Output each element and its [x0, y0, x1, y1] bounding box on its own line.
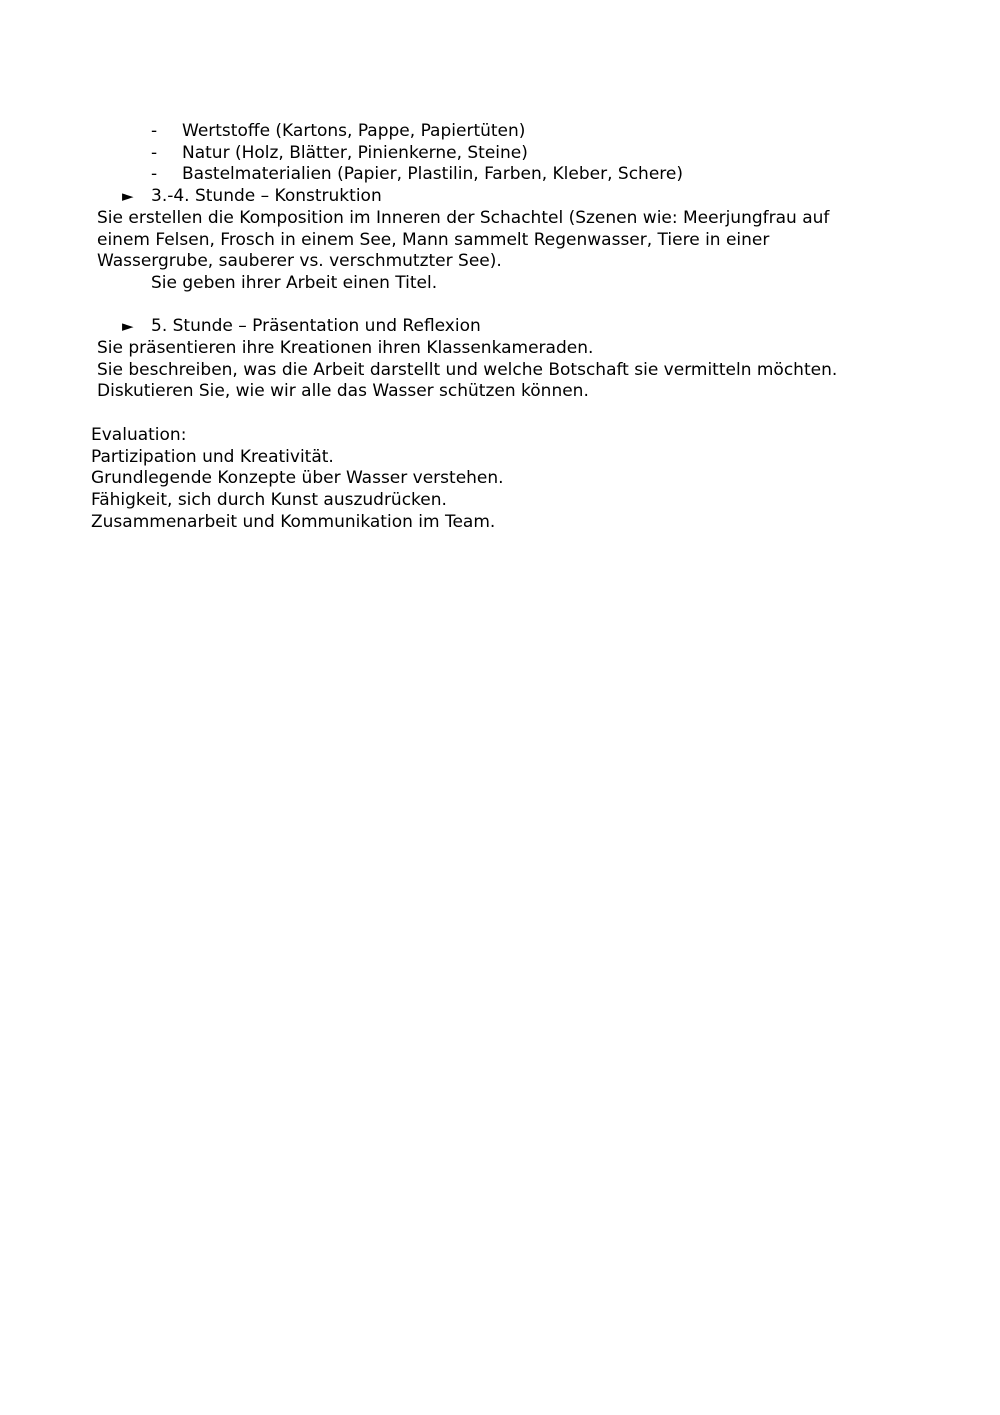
list-item-text: Natur (Holz, Blätter, Pinienkerne, Steine) — [182, 142, 528, 163]
construction-paragraph: Sie erstellen die Komposition im Inneren der Schachtel (Szenen wie: Meerjungfrau auf einem Felsen, Frosch in einem See, Mann sammelt Regenwasser, Tiere in einer Wassergrube, sauberer vs. verschmutzter See). — [97, 207, 830, 272]
presentation-line: Sie beschreiben, was die Arbeit darstellt und welche Botschaft sie vermitteln möchten. — [97, 359, 838, 380]
arrow-bullet-icon: ► — [122, 187, 134, 206]
list-item — [91, 164, 881, 186]
section-heading-text: 3.-4. Stunde – Konstruktion — [151, 186, 382, 207]
dash-bullet: - — [151, 142, 158, 163]
list-item — [91, 121, 881, 143]
dash-bullet: - — [151, 121, 158, 141]
evaluation-criterion: Partizipation und Kreativität. — [91, 446, 334, 467]
dash-bullet: - — [151, 164, 158, 185]
spacer — [91, 295, 881, 317]
evaluation-criterion: Grundlegende Konzepte über Wasser verstehen. — [91, 468, 504, 489]
section-heading-text: 5. Stunde – Präsentation und Reflexion — [151, 316, 481, 337]
construction-title-note: Sie geben ihrer Arbeit einen Titel. — [151, 272, 438, 293]
presentation-line: Sie präsentieren ihre Kreationen ihren Klassenkameraden. — [97, 338, 594, 359]
evaluation-criterion: Fähigkeit, sich durch Kunst auszudrücken. — [91, 489, 447, 510]
evaluation-criterion: Zusammenarbeit und Kommunikation im Team. — [91, 511, 496, 532]
presentation-line: Diskutieren Sie, wie wir alle das Wasser schützen können. — [97, 381, 589, 402]
materials-list — [91, 121, 881, 186]
document-body — [91, 121, 881, 533]
evaluation-title: Evaluation: — [91, 424, 187, 445]
list-item — [91, 143, 881, 165]
list-item-text: Bastelmaterialien (Papier, Plastilin, Farben, Kleber, Schere) — [182, 164, 683, 185]
section-heading-construction — [91, 186, 881, 208]
section-heading-presentation — [91, 316, 881, 338]
arrow-bullet-icon: ► — [122, 317, 134, 336]
spacer — [91, 403, 881, 425]
list-item-text: Wertstoffe (Kartons, Pappe, Papiertüten) — [182, 121, 526, 141]
